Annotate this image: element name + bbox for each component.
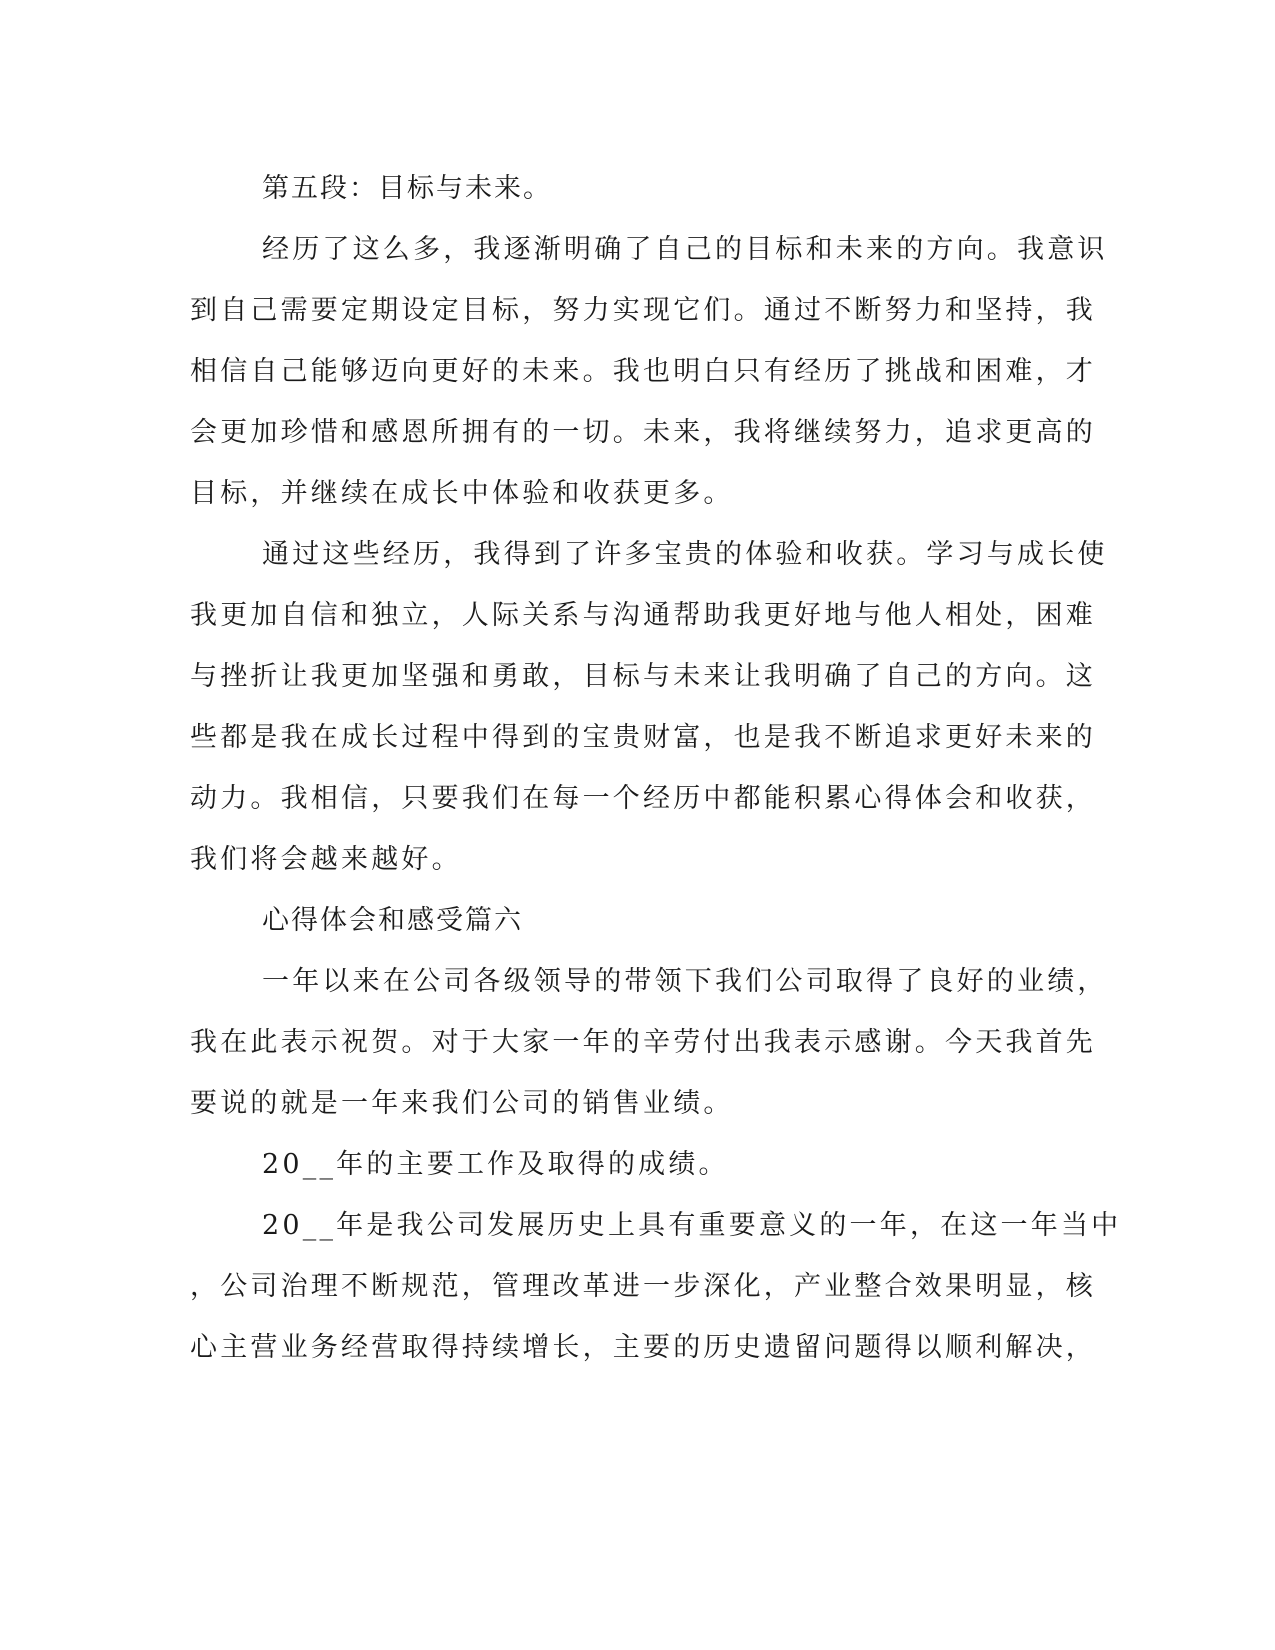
paragraph-line: 20__年是我公司发展历史上具有重要意义的一年，在这一年当中 bbox=[262, 1210, 1122, 1241]
section-heading-goals: 第五段：目标与未来。 bbox=[262, 173, 552, 204]
paragraph-line: 通过这些经历，我得到了许多宝贵的体验和收获。学习与成长使 bbox=[262, 539, 1108, 570]
paragraph-line: 我在此表示祝贺。对于大家一年的辛劳付出我表示感谢。今天我首先 bbox=[190, 1027, 1096, 1058]
paragraph-line: 我们将会越来越好。 bbox=[190, 844, 462, 875]
paragraph-line: 一年以来在公司各级领导的带领下我们公司取得了良好的业绩， bbox=[262, 966, 1108, 997]
paragraph-line: 要说的就是一年来我们公司的销售业绩。 bbox=[190, 1088, 734, 1119]
paragraph-line: 心主营业务经营取得持续增长，主要的历史遗留问题得以顺利解决， bbox=[190, 1332, 1096, 1363]
paragraph-line: 目标，并继续在成长中体验和收获更多。 bbox=[190, 478, 734, 509]
section-heading-part-six: 心得体会和感受篇六 bbox=[262, 905, 523, 936]
document-body bbox=[190, 158, 1122, 1378]
paragraph-line: 到自己需要定期设定目标，努力实现它们。通过不断努力和坚持，我 bbox=[190, 295, 1096, 326]
paragraph-line: 与挫折让我更加坚强和勇敢，目标与未来让我明确了自己的方向。这 bbox=[190, 661, 1096, 692]
paragraph-line: 会更加珍惜和感恩所拥有的一切。未来，我将继续努力，追求更高的 bbox=[190, 417, 1096, 448]
paragraph-line: ，公司治理不断规范，管理改革进一步深化，产业整合效果明显，核 bbox=[190, 1271, 1096, 1302]
paragraph-line: 经历了这么多，我逐渐明确了自己的目标和未来的方向。我意识 bbox=[262, 234, 1108, 265]
paragraph-line: 动力。我相信，只要我们在每一个经历中都能积累心得体会和收获， bbox=[190, 783, 1096, 814]
paragraph-line: 些都是我在成长过程中得到的宝贵财富，也是我不断追求更好未来的 bbox=[190, 722, 1096, 753]
paragraph-line: 20__年的主要工作及取得的成绩。 bbox=[262, 1149, 729, 1180]
paragraph-line: 相信自己能够迈向更好的未来。我也明白只有经历了挑战和困难，才 bbox=[190, 356, 1096, 387]
paragraph-line: 我更加自信和独立，人际关系与沟通帮助我更好地与他人相处，困难 bbox=[190, 600, 1096, 631]
